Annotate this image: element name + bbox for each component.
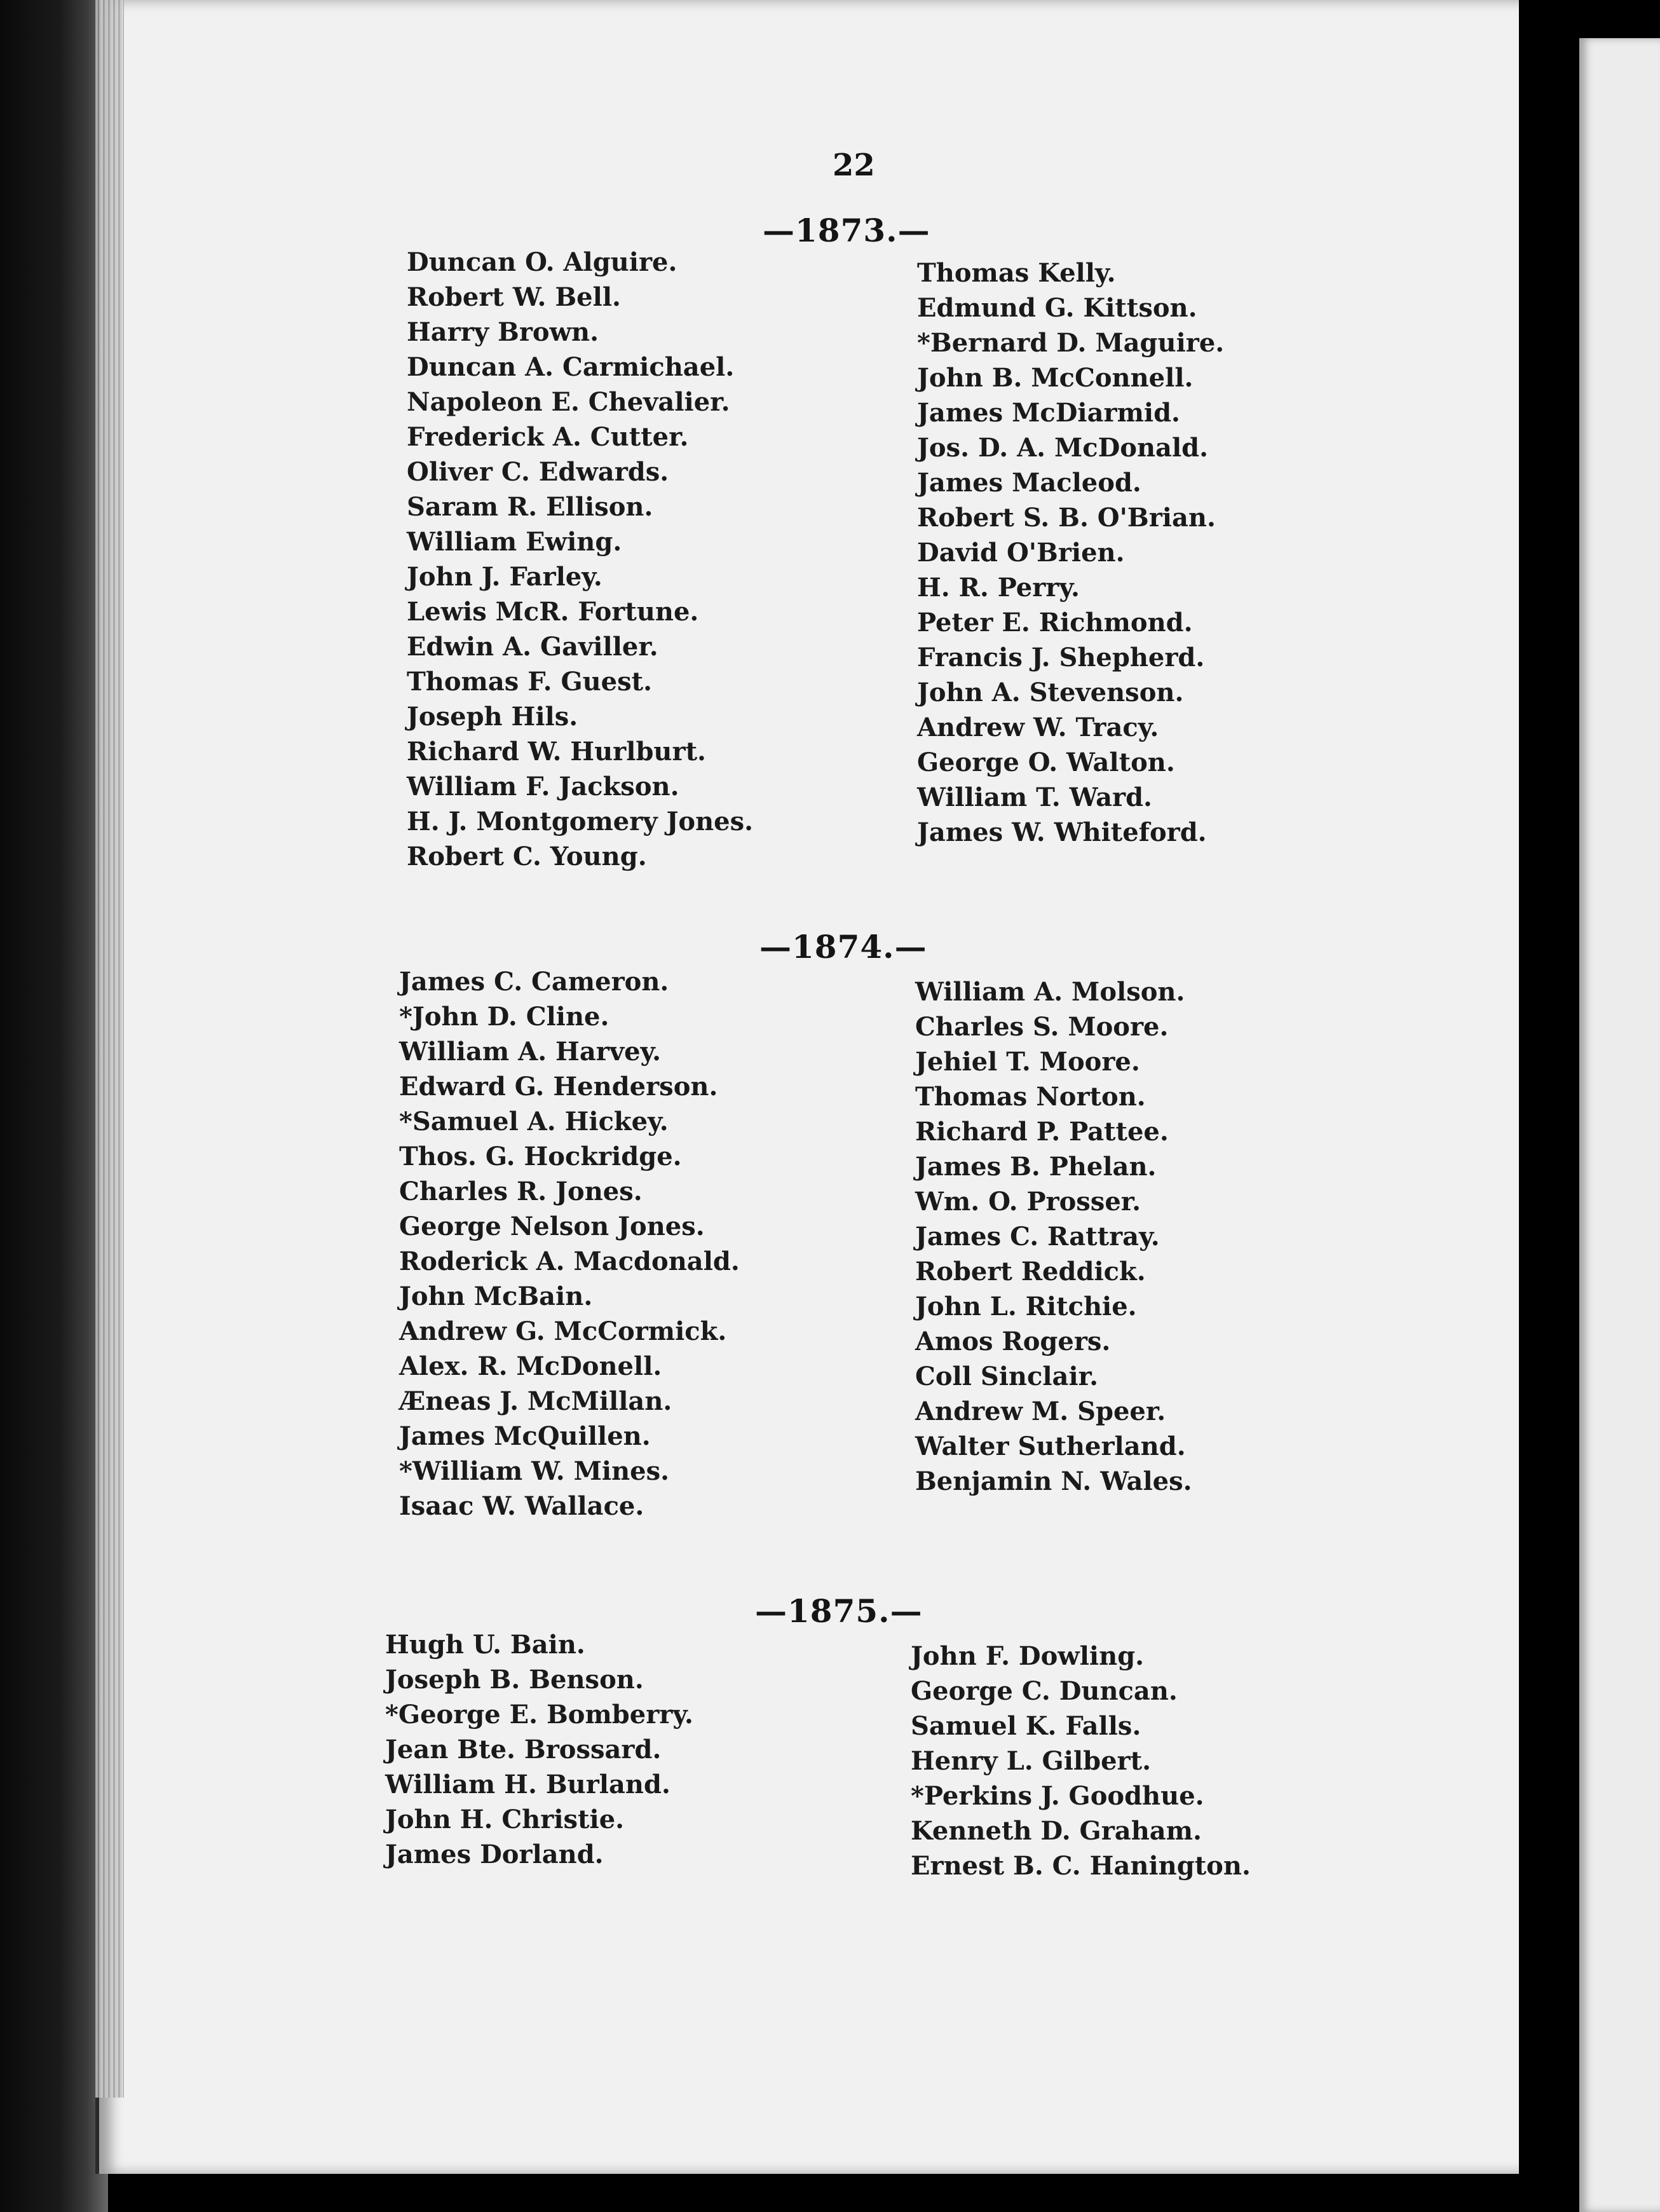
list-item: William T. Ward. bbox=[917, 782, 1152, 812]
list-item: John McBain. bbox=[399, 1281, 593, 1311]
list-item: George Nelson Jones. bbox=[399, 1212, 705, 1241]
list-item: Isaac W. Wallace. bbox=[399, 1491, 644, 1521]
list-item: Saram R. Ellison. bbox=[407, 492, 653, 522]
list-item: Amos Rogers. bbox=[915, 1327, 1111, 1356]
name-list-1875-right bbox=[911, 1639, 1251, 1883]
list-item: Robert Reddick. bbox=[915, 1257, 1146, 1287]
list-item: John J. Farley. bbox=[407, 562, 602, 592]
list-item: James McQuillen. bbox=[399, 1421, 651, 1451]
book-spine-edge bbox=[0, 0, 108, 2212]
list-item: *Bernard D. Maguire. bbox=[917, 328, 1225, 358]
list-item: *Perkins J. Goodhue. bbox=[911, 1781, 1204, 1811]
list-item: Alex. R. McDonell. bbox=[399, 1351, 662, 1381]
list-item: Edward G. Henderson. bbox=[399, 1072, 718, 1102]
list-item: *John D. Cline. bbox=[399, 1002, 609, 1032]
list-item: Oliver C. Edwards. bbox=[407, 457, 669, 487]
year-heading-1875: —1875.— bbox=[755, 1592, 923, 1630]
list-item: Henry L. Gilbert. bbox=[911, 1746, 1151, 1776]
list-item: Napoleon E. Chevalier. bbox=[407, 387, 730, 417]
list-item: David O'Brien. bbox=[917, 538, 1125, 568]
list-item: Duncan A. Carmichael. bbox=[407, 352, 735, 382]
list-item: Thomas F. Guest. bbox=[407, 667, 653, 697]
list-item: Francis J. Shepherd. bbox=[917, 643, 1205, 672]
list-item: Kenneth D. Graham. bbox=[911, 1816, 1202, 1846]
list-item: Benjamin N. Wales. bbox=[915, 1466, 1192, 1496]
list-item: James B. Phelan. bbox=[915, 1152, 1157, 1182]
year-heading-1873: —1873.— bbox=[763, 212, 930, 249]
list-item: Thomas Norton. bbox=[915, 1082, 1146, 1112]
list-item: Richard W. Hurlburt. bbox=[407, 737, 706, 767]
list-item: Andrew W. Tracy. bbox=[917, 713, 1159, 742]
list-item: Robert W. Bell. bbox=[407, 282, 621, 312]
list-item: Lewis McR. Fortune. bbox=[407, 597, 699, 627]
list-item: Wm. O. Prosser. bbox=[915, 1187, 1141, 1217]
list-item: George O. Walton. bbox=[917, 748, 1175, 777]
list-item: Thomas Kelly. bbox=[917, 258, 1116, 288]
list-item: William H. Burland. bbox=[385, 1770, 670, 1799]
list-item: Andrew G. McCormick. bbox=[399, 1316, 727, 1346]
list-item: James Dorland. bbox=[385, 1840, 604, 1869]
name-list-1875-left bbox=[385, 1627, 693, 1872]
list-item: William Ewing. bbox=[407, 527, 622, 557]
list-item: Robert S. B. O'Brian. bbox=[917, 503, 1216, 533]
list-item: Richard P. Pattee. bbox=[915, 1117, 1169, 1147]
book-page bbox=[95, 0, 1523, 2174]
list-item: John H. Christie. bbox=[385, 1805, 625, 1834]
list-item: Andrew M. Speer. bbox=[915, 1396, 1166, 1426]
list-item: Duncan O. Alguire. bbox=[407, 247, 677, 277]
list-item: *George E. Bomberry. bbox=[385, 1700, 693, 1730]
facing-page-edge bbox=[1579, 38, 1660, 2212]
list-item: John F. Dowling. bbox=[911, 1641, 1145, 1671]
page-number: 22 bbox=[833, 147, 875, 183]
list-item: Joseph B. Benson. bbox=[385, 1665, 644, 1695]
list-item: James Macleod. bbox=[917, 468, 1141, 498]
list-item: John L. Ritchie. bbox=[915, 1292, 1137, 1321]
list-item: H. R. Perry. bbox=[917, 573, 1080, 603]
list-item: Coll Sinclair. bbox=[915, 1362, 1098, 1391]
list-item: William A. Molson. bbox=[915, 977, 1185, 1007]
list-item: John A. Stevenson. bbox=[917, 678, 1184, 707]
list-item: James C. Cameron. bbox=[399, 967, 669, 997]
list-item: Walter Sutherland. bbox=[915, 1431, 1186, 1461]
list-item: Jean Bte. Brossard. bbox=[385, 1735, 662, 1765]
list-item: William F. Jackson. bbox=[407, 772, 679, 802]
year-heading-1874: —1874.— bbox=[759, 928, 927, 966]
name-list-1874-left bbox=[399, 964, 740, 1524]
list-item: Ernest B. C. Hanington. bbox=[911, 1851, 1251, 1881]
list-item: William A. Harvey. bbox=[399, 1037, 662, 1067]
page-edge-stack bbox=[95, 0, 124, 2098]
list-item: *Samuel A. Hickey. bbox=[399, 1107, 669, 1137]
list-item: John B. McConnell. bbox=[917, 363, 1194, 393]
list-item: Æneas J. McMillan. bbox=[399, 1386, 672, 1416]
list-item: George C. Duncan. bbox=[911, 1676, 1178, 1706]
list-item: Peter E. Richmond. bbox=[917, 608, 1193, 638]
name-list-1873-left bbox=[407, 245, 753, 874]
list-item: James McDiarmid. bbox=[917, 398, 1180, 428]
list-item: Frederick A. Cutter. bbox=[407, 422, 689, 452]
list-item: Edmund G. Kittson. bbox=[917, 293, 1197, 323]
list-item: Charles R. Jones. bbox=[399, 1177, 643, 1206]
name-list-1874-right bbox=[915, 974, 1192, 1499]
list-item: Roderick A. Macdonald. bbox=[399, 1246, 740, 1276]
list-item: Edwin A. Gaviller. bbox=[407, 632, 658, 662]
list-item: James C. Rattray. bbox=[915, 1222, 1160, 1252]
list-item: Samuel K. Falls. bbox=[911, 1711, 1141, 1741]
list-item: James W. Whiteford. bbox=[917, 817, 1207, 847]
list-item: Charles S. Moore. bbox=[915, 1012, 1169, 1042]
list-item: Hugh U. Bain. bbox=[385, 1630, 585, 1660]
list-item: Thos. G. Hockridge. bbox=[399, 1142, 682, 1171]
book-gutter bbox=[1519, 0, 1579, 2212]
list-item: Robert C. Young. bbox=[407, 842, 647, 871]
list-item: Harry Brown. bbox=[407, 317, 599, 347]
list-item: Jehiel T. Moore. bbox=[915, 1047, 1140, 1077]
name-list-1873-right bbox=[917, 256, 1224, 850]
list-item: H. J. Montgomery Jones. bbox=[407, 807, 754, 836]
list-item: *William W. Mines. bbox=[399, 1456, 670, 1486]
list-item: Jos. D. A. McDonald. bbox=[917, 433, 1209, 463]
list-item: Joseph Hils. bbox=[407, 702, 578, 732]
